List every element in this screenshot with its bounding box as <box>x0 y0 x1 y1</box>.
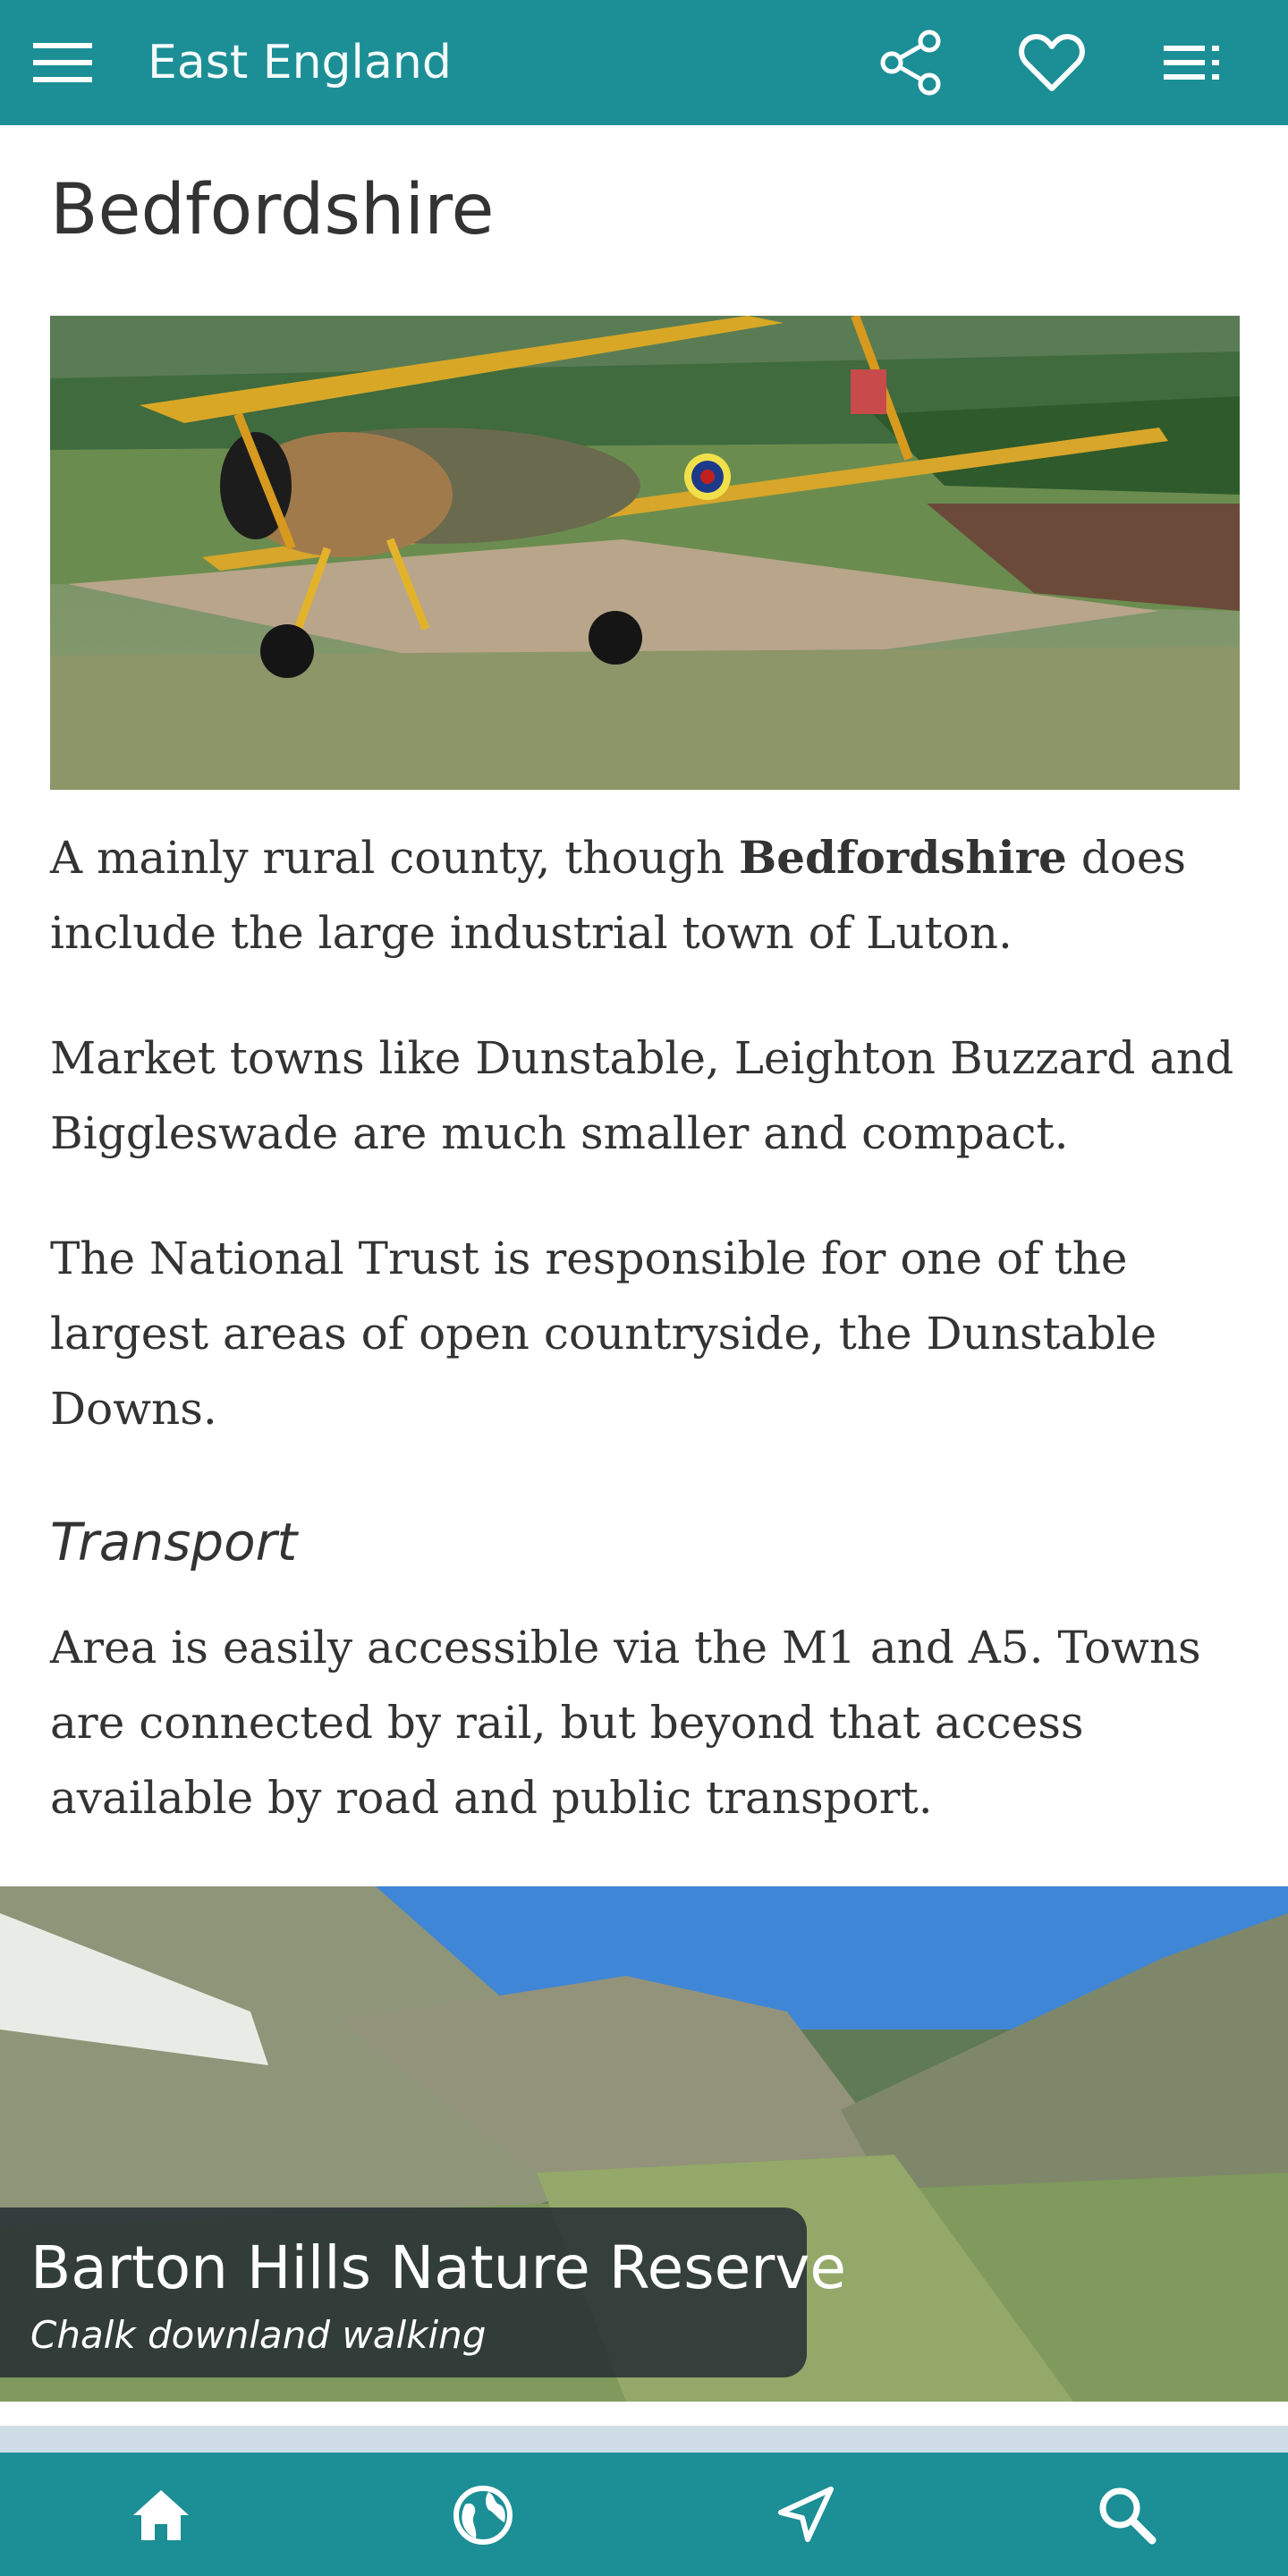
home-icon[interactable] <box>118 2472 204 2558</box>
intro-bold-name: Bedfordshire <box>738 831 1067 884</box>
menu-icon[interactable] <box>25 25 100 100</box>
card-subtitle: Chalk downland walking <box>30 2313 487 2357</box>
share-icon[interactable] <box>873 25 948 100</box>
intro-text-part2: does include the large industrial town of Luton. <box>50 832 1187 959</box>
hero-image <box>50 316 1240 790</box>
national-trust-paragraph: The National Trust is responsible for one of the largest areas of open countryside, the Dunstable Downs. <box>50 1233 1157 1435</box>
search-icon[interactable] <box>1084 2472 1170 2558</box>
transport-heading: Transport <box>50 1512 298 1572</box>
top-app-bar <box>0 0 1288 125</box>
page-title: Bedfordshire <box>50 170 495 250</box>
next-card-peek[interactable] <box>0 2426 1288 2454</box>
app-bar-title: East England <box>148 36 452 89</box>
heart-icon[interactable] <box>1014 25 1089 100</box>
card-caption <box>0 2207 847 2377</box>
feature-card-barton-hills[interactable] <box>0 1886 1288 2402</box>
globe-icon[interactable] <box>440 2472 526 2558</box>
intro-paragraph <box>50 820 1240 970</box>
card-title: Barton Hills Nature Reserve <box>30 2233 847 2302</box>
navigate-icon[interactable] <box>762 2472 848 2558</box>
market-towns-paragraph: Market towns like Dunstable, Leighton Buzzard and Biggleswade are much smaller and compact. <box>50 1032 1234 1159</box>
list-icon[interactable] <box>1156 25 1231 100</box>
intro-text-part1: A mainly rural county, though <box>50 832 739 884</box>
transport-paragraph: Area is easily accessible via the M1 and A5. Towns are connected by rail, but beyond that access available by road and public transport. <box>50 1622 1201 1824</box>
bottom-navigation <box>0 2453 1288 2576</box>
